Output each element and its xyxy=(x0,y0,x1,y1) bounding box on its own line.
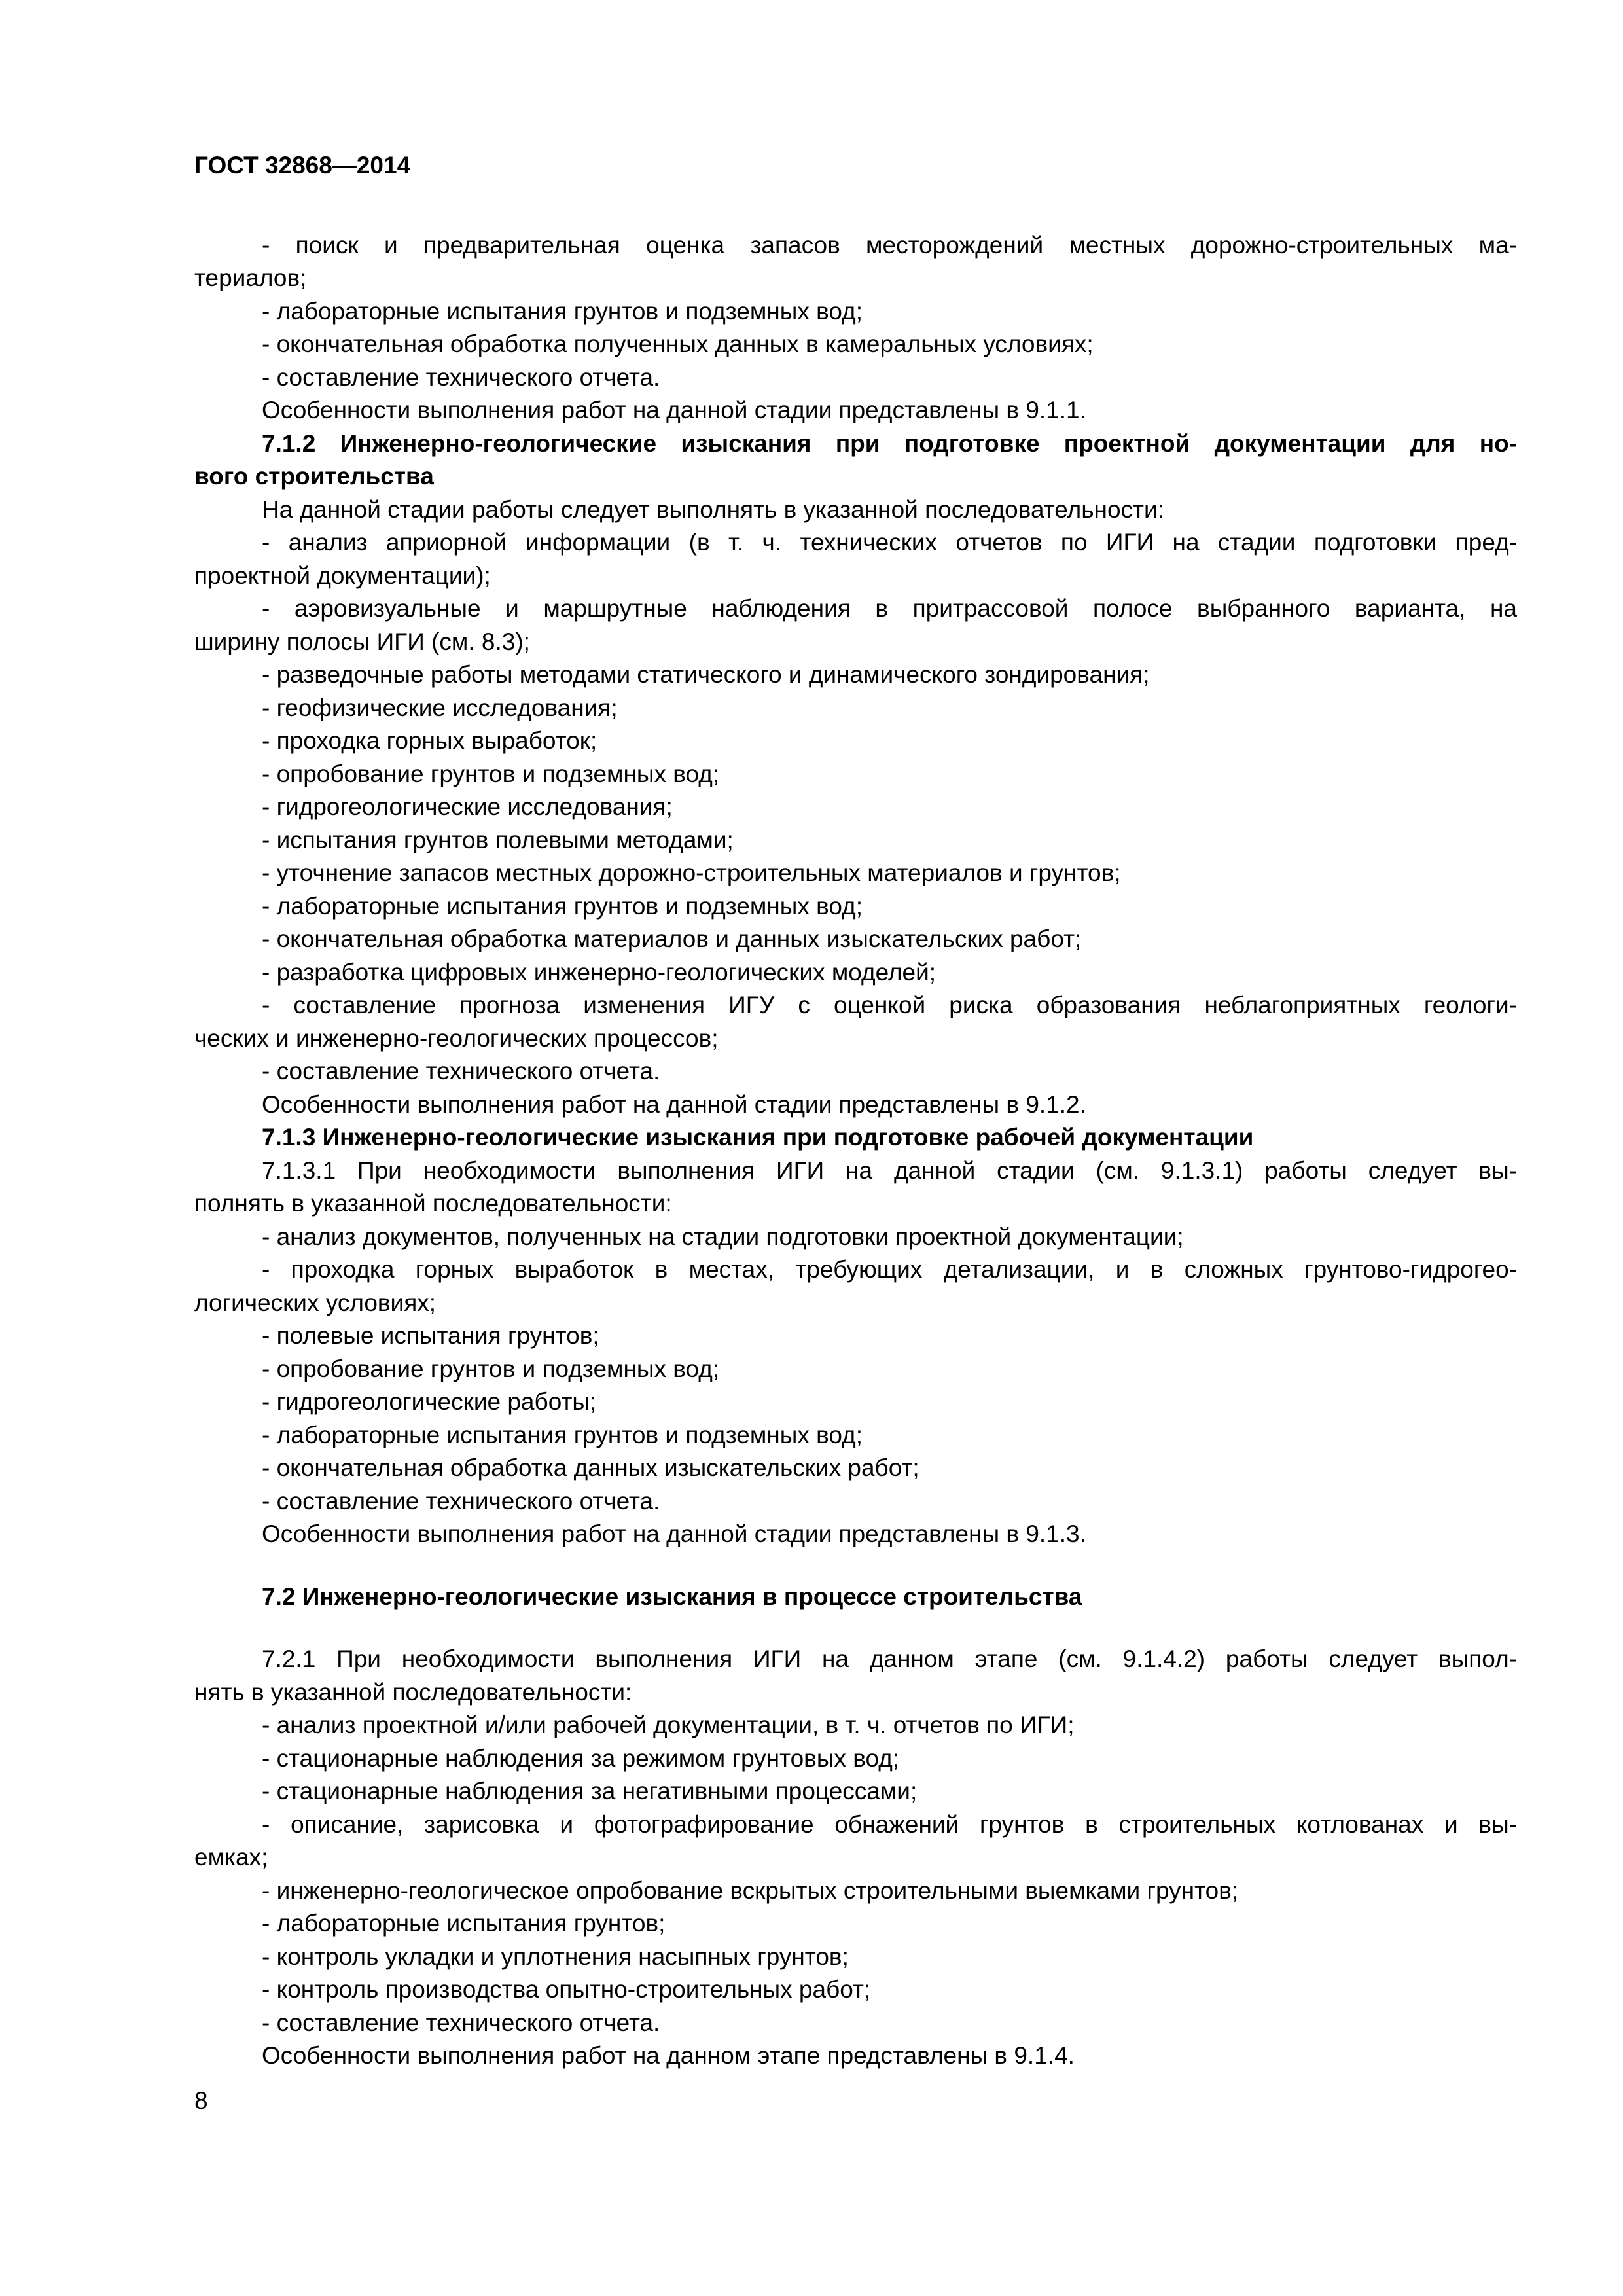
section-heading: 7.2 Инженерно-геологические изыскания в процессе строительства xyxy=(262,1583,1082,1610)
text-line: - поиск и предварительная оценка запасов месторождений местных дорожно-строительных ма- xyxy=(262,232,1517,259)
list-item: - контроль производства опытно-строительных работ; xyxy=(262,1976,871,2003)
list-item: - проходка горных выработок в местах, требующих детализации, и в сложных грунтово-гидрогео- xyxy=(262,1256,1517,1283)
list-item: - геофизические исследования; xyxy=(262,694,618,721)
list-item: - уточнение запасов местных дорожно-строительных материалов и грунтов; xyxy=(262,859,1121,886)
list-item: - стационарные наблюдения за негативными процессами; xyxy=(262,1778,918,1804)
list-item: - опробование грунтов и подземных вод; xyxy=(262,761,720,787)
list-item: - анализ документов, полученных на стадии подготовки проектной документации; xyxy=(262,1223,1184,1250)
paragraph-line: Особенности выполнения работ на данной стадии представлены в 9.1.2. xyxy=(262,1091,1086,1118)
list-item: - окончательная обработка материалов и данных изыскательских работ; xyxy=(262,925,1082,952)
list-item: - составление технического отчета. xyxy=(262,1058,660,1085)
list-item: - разведочные работы методами статического и динамического зондирования; xyxy=(262,661,1150,688)
list-item: - аэровизуальные и маршрутные наблюдения в притрассовой полосе выбранного варианта, на xyxy=(262,595,1517,622)
list-item: - разработка цифровых инженерно-геологических моделей; xyxy=(262,959,936,986)
list-item-cont: емках; xyxy=(194,1844,268,1871)
list-item-cont: проектной документации); xyxy=(194,562,491,589)
list-item: - опробование грунтов и подземных вод; xyxy=(262,1355,720,1382)
list-item: - инженерно-геологическое опробование вскрытых строительными выемками грунтов; xyxy=(262,1877,1239,1904)
paragraph-line: На данной стадии работы следует выполнять в указанной последовательности: xyxy=(262,496,1164,523)
list-item-cont: ческих и инженерно-геологических процессов; xyxy=(194,1025,719,1052)
paragraph-line-cont: полнять в указанной последовательности: xyxy=(194,1190,672,1217)
list-item: - полевые испытания грунтов; xyxy=(262,1322,599,1349)
list-item: - лабораторные испытания грунтов и подземных вод; xyxy=(262,893,863,920)
list-item: - анализ проектной и/или рабочей документации, в т. ч. отчетов по ИГИ; xyxy=(262,1712,1075,1738)
list-item: - лабораторные испытания грунтов; xyxy=(262,1910,666,1937)
paragraph-line: Особенности выполнения работ на данном этапе представлены в 9.1.4. xyxy=(262,2042,1075,2069)
list-item: - окончательная обработка данных изыскательских работ; xyxy=(262,1454,919,1481)
list-item: - анализ априорной информации (в т. ч. технических отчетов по ИГИ на стадии подготовки пред- xyxy=(262,529,1517,556)
document-header-code: ГОСТ 32868—2014 xyxy=(194,152,411,179)
list-item: - составление технического отчета. xyxy=(262,1488,660,1515)
list-item: - составление технического отчета. xyxy=(262,364,660,391)
list-item: - лабораторные испытания грунтов и подземных вод; xyxy=(262,1422,863,1448)
list-item: - окончательная обработка полученных данных в камеральных условиях; xyxy=(262,331,1094,357)
text-line: териалов; xyxy=(194,264,307,291)
section-heading: 7.1.2 Инженерно-геологические изыскания при подготовке проектной документации для но- xyxy=(262,430,1517,457)
section-heading: 7.1.3 Инженерно-геологические изыскания при подготовке рабочей документации xyxy=(262,1124,1254,1151)
list-item-cont: логических условиях; xyxy=(194,1289,437,1316)
paragraph-line: Особенности выполнения работ на данной стадии представлены в 9.1.1. xyxy=(262,397,1086,423)
list-item: - лабораторные испытания грунтов и подземных вод; xyxy=(262,298,863,325)
list-item: - контроль укладки и уплотнения насыпных грунтов; xyxy=(262,1943,849,1970)
list-item: - описание, зарисовка и фотографирование обнажений грунтов в строительных котлованах и вы- xyxy=(262,1811,1517,1838)
list-item: - составление прогноза изменения ИГУ с оценкой риска образования неблагоприятных геологи- xyxy=(262,992,1517,1018)
list-item: - проходка горных выработок; xyxy=(262,727,597,754)
list-item-cont: ширину полосы ИГИ (см. 8.3); xyxy=(194,628,530,655)
list-item: - составление технического отчета. xyxy=(262,2009,660,2036)
list-item: - испытания грунтов полевыми методами; xyxy=(262,827,734,853)
paragraph-line: 7.1.3.1 При необходимости выполнения ИГИ на данной стадии (см. 9.1.3.1) работы следует вы- xyxy=(262,1157,1517,1184)
list-item: - гидрогеологические работы; xyxy=(262,1388,597,1415)
list-item: - гидрогеологические исследования; xyxy=(262,793,673,820)
paragraph-line-cont: нять в указанной последовательности: xyxy=(194,1679,632,1706)
paragraph-line: Особенности выполнения работ на данной стадии представлены в 9.1.3. xyxy=(262,1520,1086,1547)
list-item: - стационарные наблюдения за режимом грунтовых вод; xyxy=(262,1745,900,1772)
page-number: 8 xyxy=(194,2087,208,2114)
paragraph-line: 7.2.1 При необходимости выполнения ИГИ на данном этапе (см. 9.1.4.2) работы следует выпол- xyxy=(262,1645,1517,1672)
section-heading-cont: вого строительства xyxy=(194,463,434,490)
